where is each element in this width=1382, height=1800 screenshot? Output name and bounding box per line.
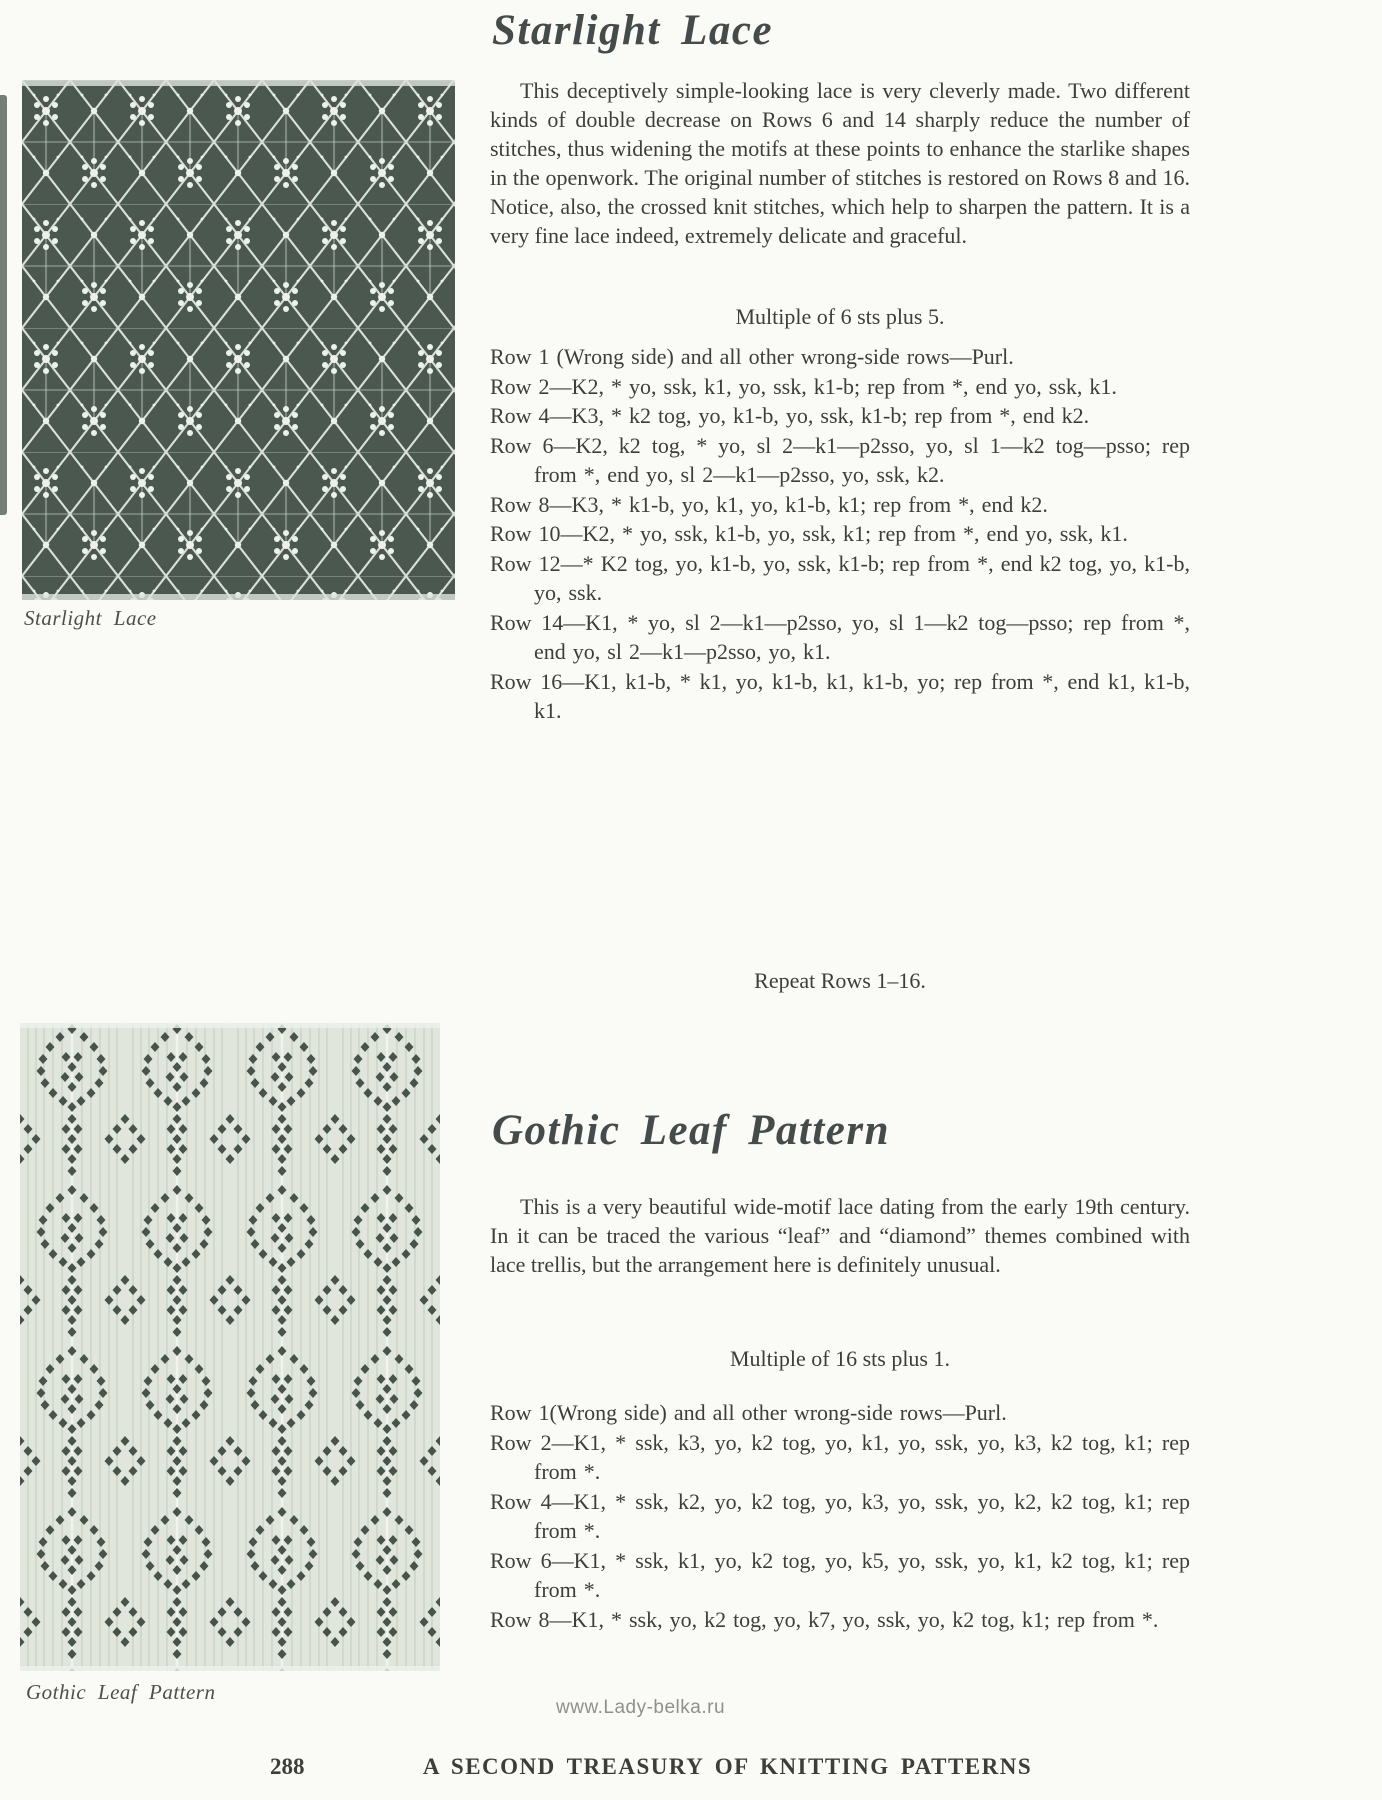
scan-artifact xyxy=(0,95,7,515)
pattern-row: Row 6—K2, k2 tog, * yo, sl 2—k1—p2sso, yo, sl 1—k2 tog—psso; rep from *, end yo, sl 2—k1—p2sso, yo, ssk, k2. xyxy=(490,432,1190,487)
gothic-section-title: Gothic Leaf Pattern xyxy=(492,1107,891,1154)
pattern-row: Row 2—K2, * yo, ssk, k1, yo, ssk, k1-b; rep from *, end yo, ssk, k1. xyxy=(490,373,1117,399)
pattern-row: Row 1(Wrong side) and all other wrong-side rows—Purl. xyxy=(490,1400,1007,1425)
starlight-photo-caption: Starlight Lace xyxy=(24,606,157,630)
pattern-row: Row 14—K1, * yo, sl 2—k1—p2sso, yo, sl 1—k2 tog—psso; rep from *, end yo, sl 2—k1—p2sso, yo, k1. xyxy=(490,609,1190,664)
starlight-multiple-note: Multiple of 6 sts plus 5. xyxy=(735,304,945,329)
starlight-intro-paragraph: This deceptively simple-looking lace is very cleverly made. Two different kinds of double decrease on Rows 6 and 14 sharply reduce the number of stitches, thus widening the motifs at these points to enhance the starlike shapes in the openwork. The original number of stitches is restored on Rows 8 and 16. Notice, also, the crossed knit stitches, which help to sharpen the pattern. It is a very fine lace indeed, extremely delicate and graceful. xyxy=(490,78,1190,248)
gothic-photo-caption: Gothic Leaf Pattern xyxy=(26,1680,216,1704)
pattern-row: Row 4—K1, * ssk, k2, yo, k2 tog, yo, k3, yo, ssk, yo, k2, k2 tog, k1; rep from *. xyxy=(490,1488,1190,1543)
pattern-row: Row 2—K1, * ssk, k3, yo, k2 tog, yo, k1, yo, ssk, yo, k3, k2 tog, k1; rep from *. xyxy=(490,1429,1190,1484)
pattern-row: Row 8—K3, * k1-b, yo, k1, yo, k1-b, k1; rep from *, end k2. xyxy=(490,491,1048,517)
gothic-row-instructions xyxy=(490,1398,1190,1634)
starlight-repeat-note: Repeat Rows 1–16. xyxy=(754,968,926,993)
gothic-intro-paragraph: This is a very beautiful wide-motif lace dating from the early 19th century. In it can be traced the various “leaf” and “diamond” themes combined with lace trellis, but the arrangement here is definitely unusual. xyxy=(490,1194,1190,1277)
pattern-row: Row 4—K3, * k2 tog, yo, k1-b, yo, ssk, k1-b; rep from *, end k2. xyxy=(490,403,1090,428)
pattern-row: Row 6—K1, * ssk, k1, yo, k2 tog, yo, k5, yo, ssk, yo, k1, k2 tog, k1; rep from *. xyxy=(490,1547,1190,1602)
site-watermark: www.Lady-belka.ru xyxy=(556,1697,726,1718)
running-book-title: A SECOND TREASURY OF KNITTING PATTERNS xyxy=(422,1754,1033,1779)
pattern-row: Row 1 (Wrong side) and all other wrong-side rows—Purl. xyxy=(490,344,1014,369)
gothic-multiple-note: Multiple of 16 sts plus 1. xyxy=(729,1346,950,1371)
pattern-row: Row 8—K1, * ssk, yo, k2 tog, yo, k7, yo, ssk, yo, k2 tog, k1; rep from *. xyxy=(490,1606,1159,1632)
pattern-row: Row 16—K1, k1-b, * k1, yo, k1-b, k1, k1-b, yo; rep from *, end k1, k1-b, k1. xyxy=(490,668,1190,723)
page-number: 288 xyxy=(270,1754,305,1779)
starlight-lace-photo xyxy=(22,80,455,600)
pattern-row: Row 12—* K2 tog, yo, k1-b, yo, ssk, k1-b; rep from *, end k2 tog, yo, k1-b, yo, ssk. xyxy=(490,550,1190,605)
gothic-leaf-photo xyxy=(20,1023,440,1671)
starlight-row-instructions xyxy=(490,342,1190,726)
starlight-section-title: Starlight Lace xyxy=(492,7,774,54)
pattern-row: Row 10—K2, * yo, ssk, k1-b, yo, ssk, k1; rep from *, end yo, ssk, k1. xyxy=(490,521,1128,546)
